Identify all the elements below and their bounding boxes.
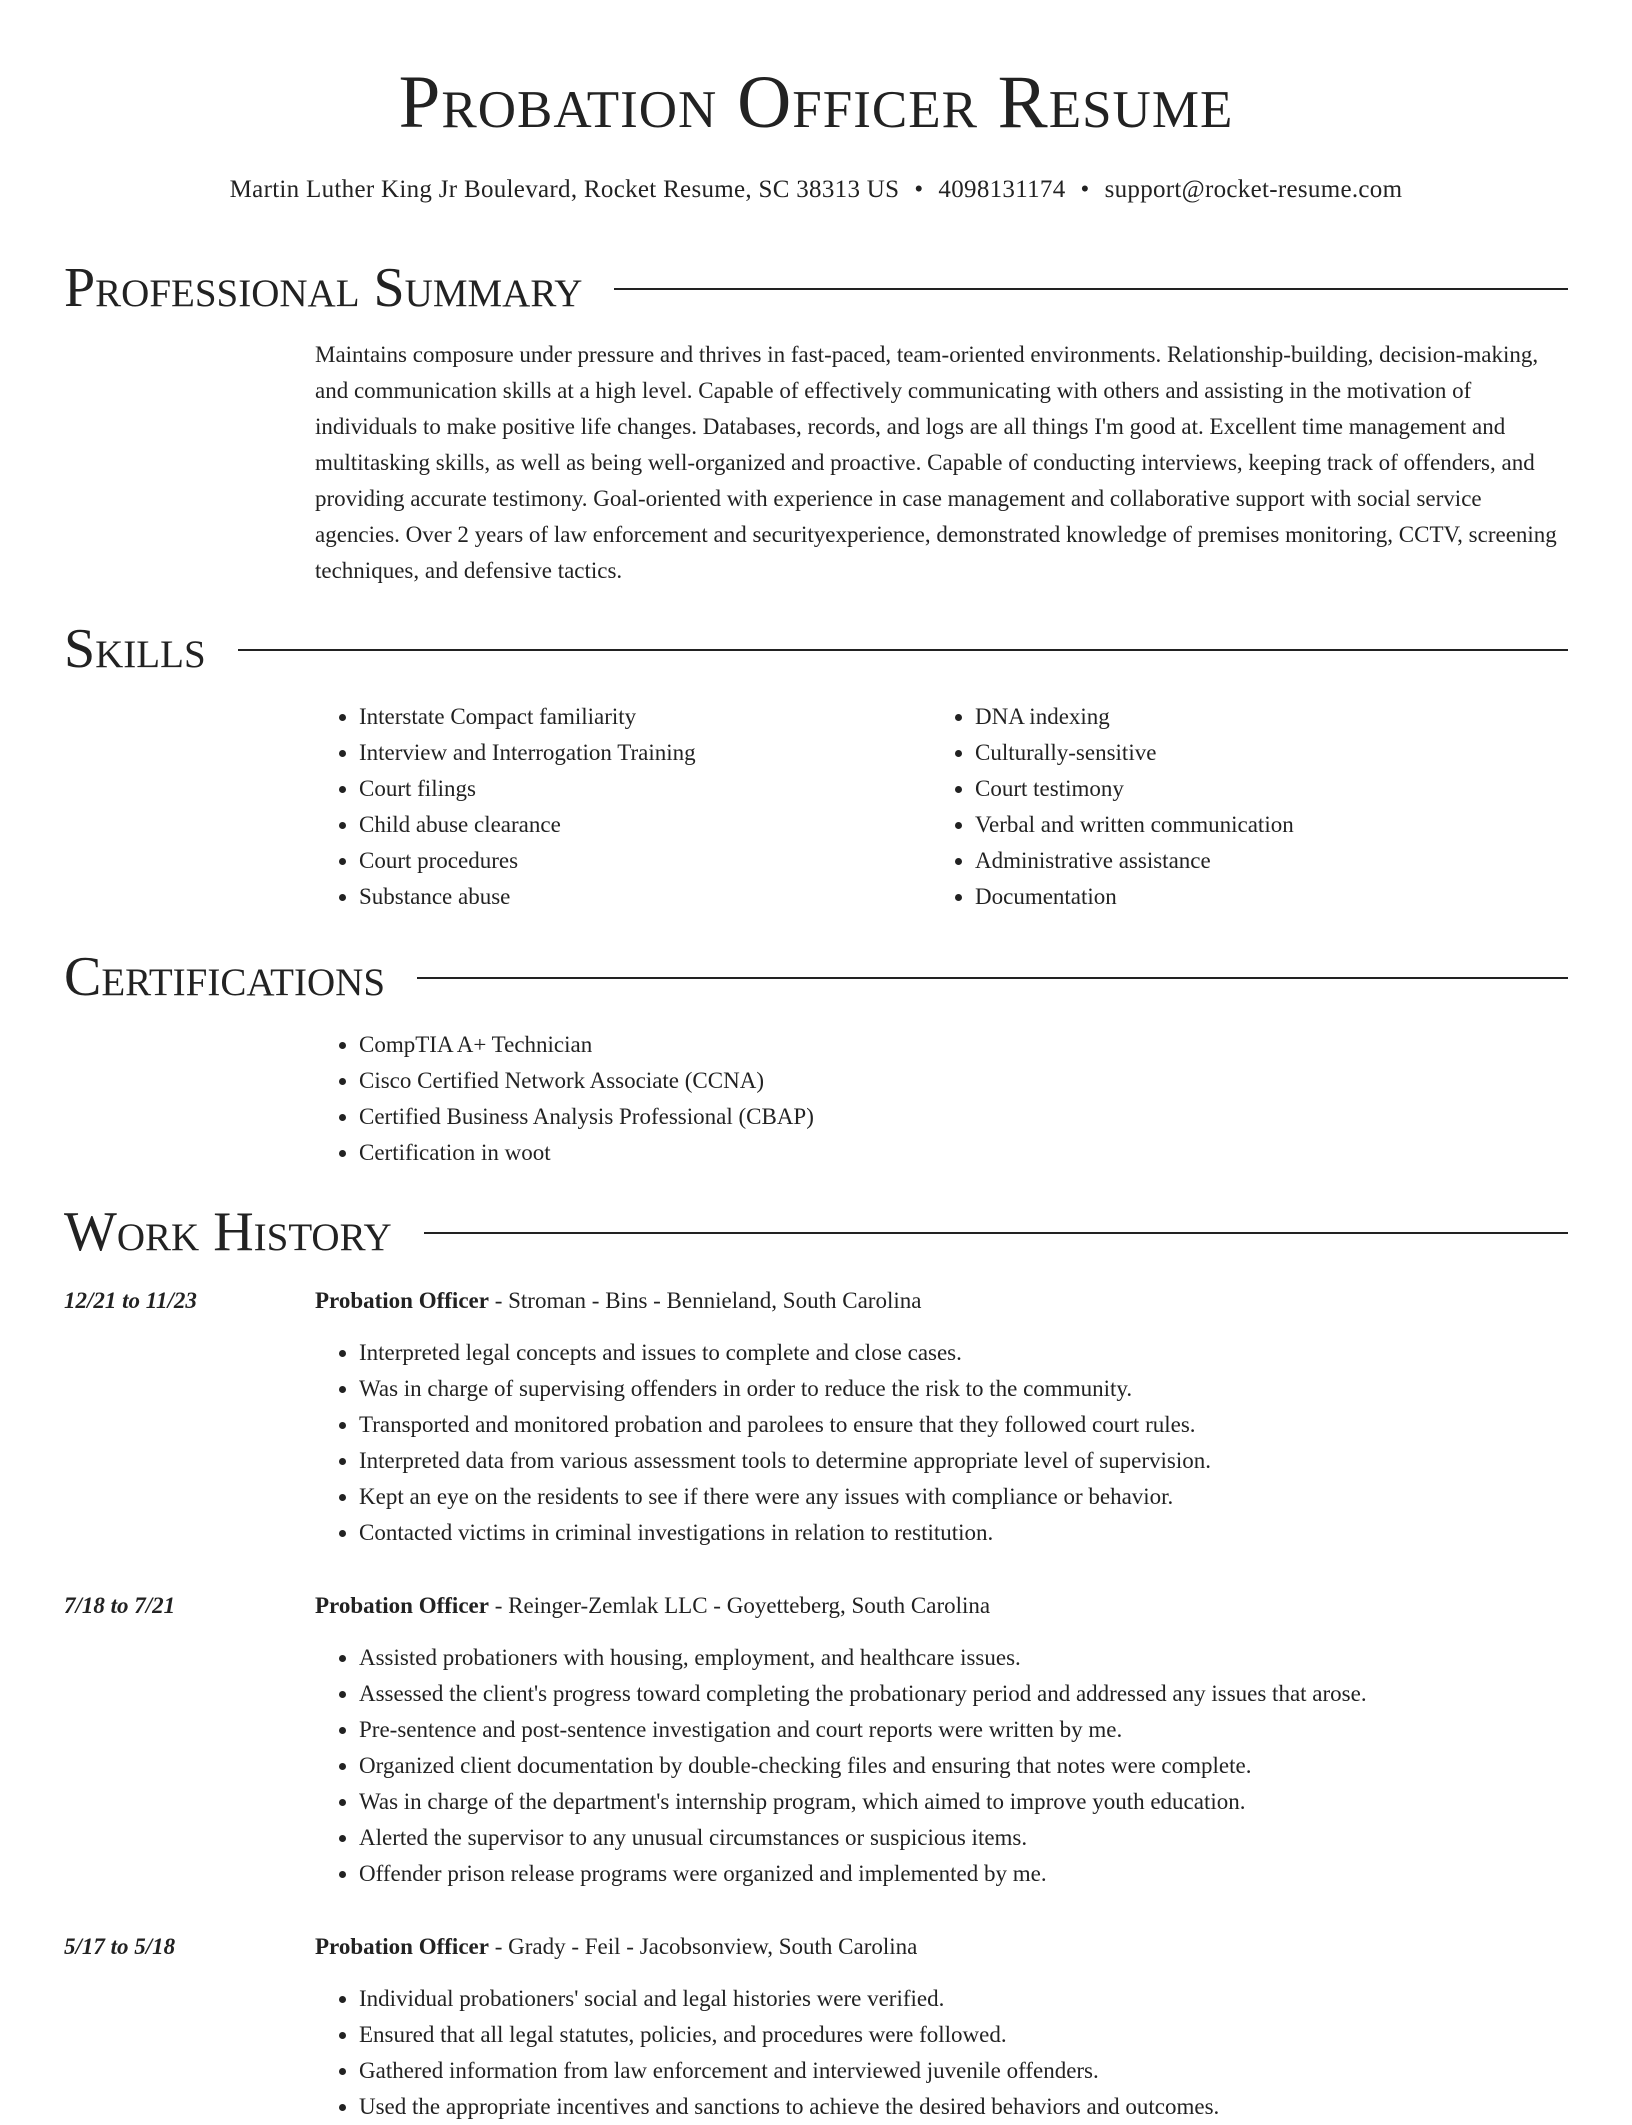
certifications-list	[315, 1027, 1567, 1171]
certification-item: • Certification in woot	[359, 1135, 1567, 1171]
job-duty: • Individual probationers' social and legal histories were verified.	[359, 1981, 1567, 2017]
job-duty: • Interpreted data from various assessment tools to determine appropriate level of supervision.	[359, 1443, 1567, 1479]
job-heading	[315, 1929, 1567, 1965]
job-duty: • Was in charge of the department's internship program, which aimed to improve youth education.	[359, 1784, 1567, 1820]
certifications-heading: Certifications	[64, 946, 386, 1008]
job-entry	[315, 1929, 1567, 2125]
job-duty: • Alerted the supervisor to any unusual circumstances or suspicious items.	[359, 1820, 1567, 1856]
address: Martin Luther King Jr Boulevard, Rocket Resume, SC 38313 US	[229, 176, 900, 203]
separator-dot: •	[914, 176, 924, 203]
job-dates: 7/18 to 7/21	[64, 1593, 176, 1618]
job-employer-location: - Reinger-Zemlak LLC - Goyetteberg, South Carolina	[488, 1593, 991, 1618]
skills-section-header	[64, 614, 1568, 684]
section-divider	[417, 977, 1568, 979]
job-duty: • Transported and monitored probation and parolees to ensure that they followed court rules.	[359, 1407, 1567, 1443]
skill-item: • Substance abuse	[359, 879, 931, 915]
job-duty: • Contacted victims in criminal investigations in relation to restitution.	[359, 1515, 1567, 1551]
skills-grid	[315, 699, 1567, 915]
job-duty: • Kept an eye on the residents to see if there were any issues with compliance or behavior.	[359, 1479, 1567, 1515]
skill-item: • Administrative assistance	[975, 843, 1547, 879]
contact-line	[0, 172, 1632, 208]
skill-item: • Culturally-sensitive	[975, 735, 1547, 771]
work-history-heading: Work History	[64, 1201, 392, 1263]
work-history-section-header	[64, 1197, 1568, 1267]
certification-item: • CompTIA A+ Technician	[359, 1027, 1567, 1063]
job-employer-location: - Stroman - Bins - Bennieland, South Carolina	[488, 1288, 922, 1313]
job-duty: • Assisted probationers with housing, employment, and healthcare issues.	[359, 1640, 1567, 1676]
certification-item: • Cisco Certified Network Associate (CCNA)	[359, 1063, 1567, 1099]
job-heading	[315, 1283, 1567, 1319]
job-duties-list	[315, 1335, 1567, 1551]
certification-item: • Certified Business Analysis Professional (CBAP)	[359, 1099, 1567, 1135]
job-title: Probation Officer	[315, 1934, 489, 1959]
skill-item: • Court testimony	[975, 771, 1547, 807]
section-divider	[238, 649, 1568, 651]
certifications-body	[315, 1027, 1567, 1171]
summary-text: Maintains composure under pressure and thrives in fast-paced, team-oriented environments. Relationship-building, decision-making, and communication skills at a high level. Capable of effectively communicating with others and assisting in the motivation of individuals to make positive life changes. Databases, records, and logs are all things I'm good at. Excellent time management and multitasking skills, as well as being well-organized and proactive. Capable of conducting interviews, keeping track of offenders, and providing accurate testimony. Goal-oriented with experience in case management and collaborative support with social service agencies. Over 2 years of law enforcement and securityexperience, demonstrated knowledge of premises monitoring, CCTV, screening techniques, and defensive tactics.	[315, 342, 1557, 583]
job-duties-list	[315, 1640, 1567, 1892]
job-duty: • Ensured that all legal statutes, policies, and procedures were followed.	[359, 2017, 1567, 2053]
resume-title: Probation Officer Resume	[398, 61, 1234, 144]
job-duty: • Interpreted legal concepts and issues to complete and close cases.	[359, 1335, 1567, 1371]
skill-item: • Interview and Interrogation Training	[359, 735, 931, 771]
job-title: Probation Officer	[315, 1288, 489, 1313]
skills-column-left	[315, 699, 931, 915]
skills-column-right	[931, 699, 1547, 915]
certifications-section-header	[64, 942, 1568, 1012]
summary-body	[315, 337, 1567, 589]
skill-item: • Child abuse clearance	[359, 807, 931, 843]
job-duties-list	[315, 1981, 1567, 2125]
skills-list-left	[315, 699, 931, 915]
skill-item: • Court filings	[359, 771, 931, 807]
job-duty: • Pre-sentence and post-sentence investigation and court reports were written by me.	[359, 1712, 1567, 1748]
summary-heading: Professional Summary	[64, 257, 583, 319]
phone: 4098131174	[938, 176, 1066, 203]
skill-item: • Court procedures	[359, 843, 931, 879]
job-dates: 12/21 to 11/23	[64, 1288, 197, 1313]
job-duty: • Organized client documentation by double-checking files and ensuring that notes were complete.	[359, 1748, 1567, 1784]
job-duty: • Assessed the client's progress toward completing the probationary period and addressed any issues that arose.	[359, 1676, 1567, 1712]
job-title: Probation Officer	[315, 1593, 489, 1618]
skills-heading: Skills	[64, 618, 206, 680]
skill-item: • Documentation	[975, 879, 1547, 915]
skill-item: • Verbal and written communication	[975, 807, 1547, 843]
job-duty: • Used the appropriate incentives and sanctions to achieve the desired behaviors and outcomes.	[359, 2089, 1567, 2125]
job-duty: • Offender prison release programs were organized and implemented by me.	[359, 1856, 1567, 1892]
skill-item: • DNA indexing	[975, 699, 1547, 735]
summary-section-header	[64, 253, 1568, 323]
separator-dot: •	[1080, 176, 1090, 203]
skill-item: • Interstate Compact familiarity	[359, 699, 931, 735]
job-employer-location: - Grady - Feil - Jacobsonview, South Carolina	[488, 1934, 918, 1959]
job-entry	[315, 1283, 1567, 1551]
email-link[interactable]: support@rocket-resume.com	[1104, 176, 1403, 203]
section-divider	[424, 1232, 1568, 1234]
job-heading	[315, 1588, 1567, 1624]
job-duty: • Was in charge of supervising offenders in order to reduce the risk to the community.	[359, 1371, 1567, 1407]
section-divider	[614, 288, 1568, 290]
skills-list-right	[931, 699, 1547, 915]
job-dates: 5/17 to 5/18	[64, 1934, 176, 1959]
job-duty: • Gathered information from law enforcement and interviewed juvenile offenders.	[359, 2053, 1567, 2089]
job-entry	[315, 1588, 1567, 1892]
